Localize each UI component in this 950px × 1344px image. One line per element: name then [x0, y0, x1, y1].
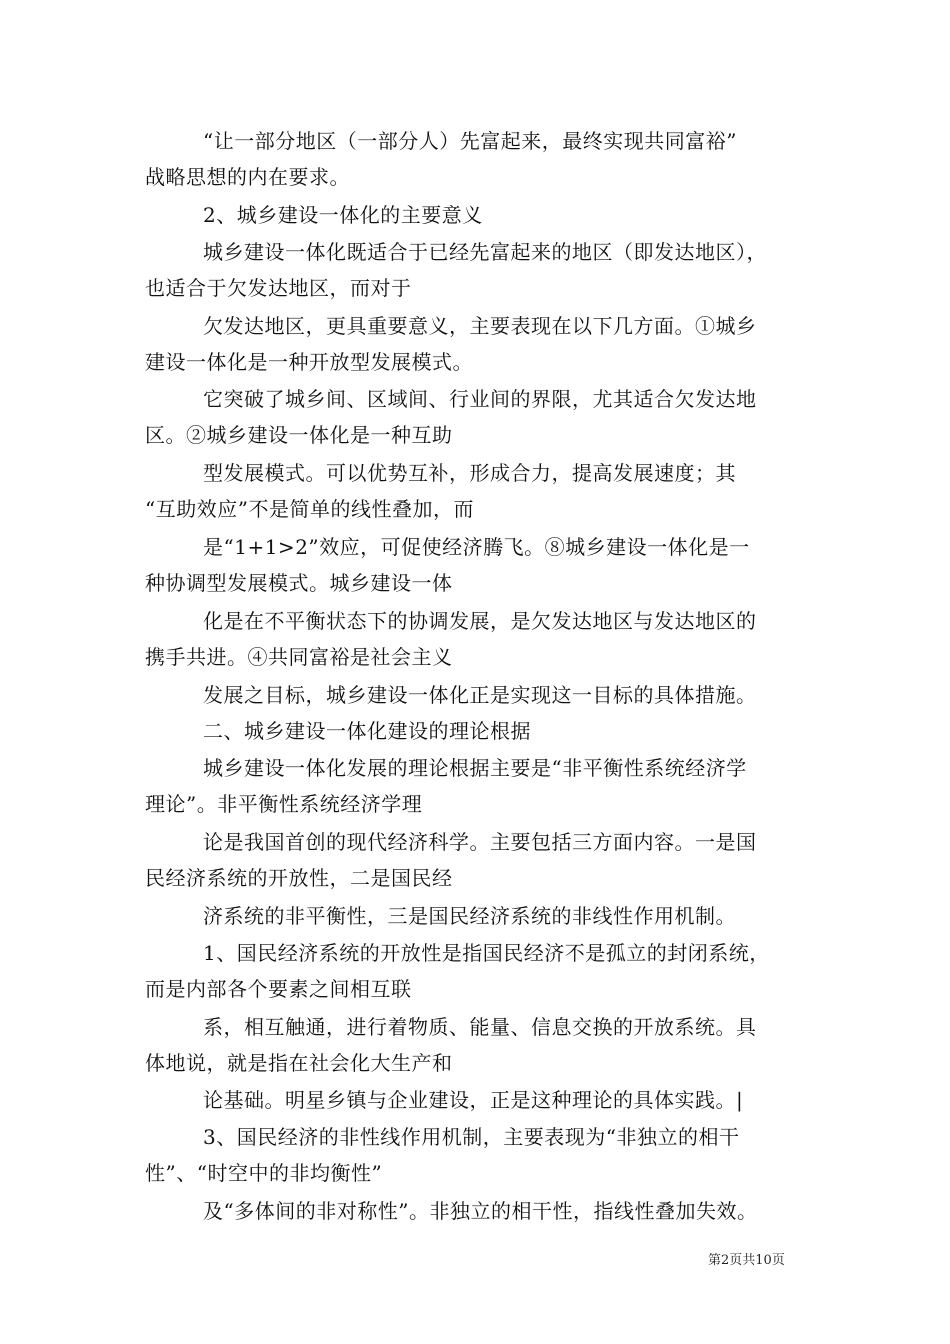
paragraph-line: 区。②城乡建设一体化是一种互助 — [145, 423, 453, 448]
paragraph-line: “让一部分地区（一部分人）先富起来，最终实现共同富裕” — [203, 129, 737, 153]
paragraph-line: 2、城乡建设一体化的主要意义 — [203, 202, 483, 227]
paragraph — [145, 529, 835, 601]
paragraph-line: 论是我国首创的现代经济科学。主要包括三方面内容。一是国 — [203, 830, 757, 855]
paragraph-line: 欠发达地区，更具重要意义，主要表现在以下几方面。①城乡 — [203, 313, 757, 338]
paragraph — [145, 603, 835, 675]
paragraph — [145, 234, 835, 306]
paragraph — [145, 1082, 835, 1118]
paragraph-line: “互助效应”不是简单的线性叠加，而 — [145, 497, 474, 522]
paragraph-line: 1、国民经济系统的开放性是指国民经济不是孤立的封闭系统， — [203, 940, 770, 965]
paragraph-line: 建设一体化是一种开放型发展模式。 — [145, 349, 473, 374]
paragraph — [145, 677, 835, 713]
paragraph — [145, 197, 835, 233]
paragraph-line: 系，相互触通，进行着物质、能量、信息交换的开放系统。具 — [203, 1014, 757, 1039]
paragraph — [145, 1193, 835, 1229]
paragraph-line: 种协调型发展模式。城乡建设一体 — [145, 570, 453, 595]
paragraph — [145, 123, 835, 195]
paragraph-line: 二、城乡建设一体化建设的理论根据 — [203, 719, 531, 744]
page-footer: 第2页共10页 — [708, 1253, 785, 1268]
paragraph-line: 化是在不平衡状态下的协调发展，是欠发达地区与发达地区的 — [203, 608, 757, 633]
paragraph — [145, 308, 835, 380]
paragraph-line: 3、国民经济的非性线作用机制，主要表现为“非独立的相干 — [203, 1125, 740, 1150]
paragraph — [145, 381, 835, 453]
paragraph-line: 它突破了城乡间、区域间、行业间的界限，尤其适合欠发达地 — [203, 387, 757, 412]
paragraph-line: 论基础。明星乡镇与企业建设，正是这种理论的具体实践。| — [203, 1088, 744, 1113]
paragraph-line: 而是内部各个要素之间相互联 — [145, 976, 412, 1001]
paragraph — [145, 824, 835, 896]
paragraph — [145, 898, 835, 934]
paragraph-line: 性”、“时空中的非均衡性” — [145, 1161, 383, 1186]
paragraph-line: 战略思想的内在要求。 — [145, 165, 350, 189]
paragraph-line: 发展之目标，城乡建设一体化正是实现这一目标的具体措施。 — [203, 682, 757, 707]
paragraph — [145, 935, 835, 1007]
paragraph-line: 携手共进。④共同富裕是社会主义 — [145, 644, 453, 669]
paragraph-line: 民经济系统的开放性，二是国民经 — [145, 866, 453, 891]
paragraph — [145, 713, 835, 749]
paragraph — [145, 1009, 835, 1081]
paragraph-line: 是“1+1>2”效应，可促使经济腾飞。⑧城乡建设一体化是一 — [203, 534, 750, 559]
paragraph — [145, 455, 835, 527]
paragraph-line: 城乡建设一体化既适合于已经先富起来的地区（即发达地区）， — [203, 239, 767, 264]
paragraph — [145, 750, 835, 822]
paragraph-line: 及“多体间的非对称性”。非独立的相干性，指线性叠加失效。 — [203, 1199, 758, 1224]
paragraph-line: 也适合于欠发达地区，而对于 — [145, 275, 412, 300]
paragraph-line: 济系统的非平衡性，三是国民经济系统的非线性作用机制。 — [203, 903, 736, 928]
paragraph — [145, 1119, 835, 1191]
paragraph-line: 城乡建设一体化发展的理论根据主要是“非平衡性系统经济学 — [203, 756, 747, 781]
paragraph-line: 理论”。非平衡性系统经济学理 — [145, 792, 423, 817]
paragraph-line: 体地说，就是指在社会化大生产和 — [145, 1050, 453, 1075]
paragraph-line: 型发展模式。可以优势互补，形成合力，提高发展速度；其 — [203, 461, 736, 486]
